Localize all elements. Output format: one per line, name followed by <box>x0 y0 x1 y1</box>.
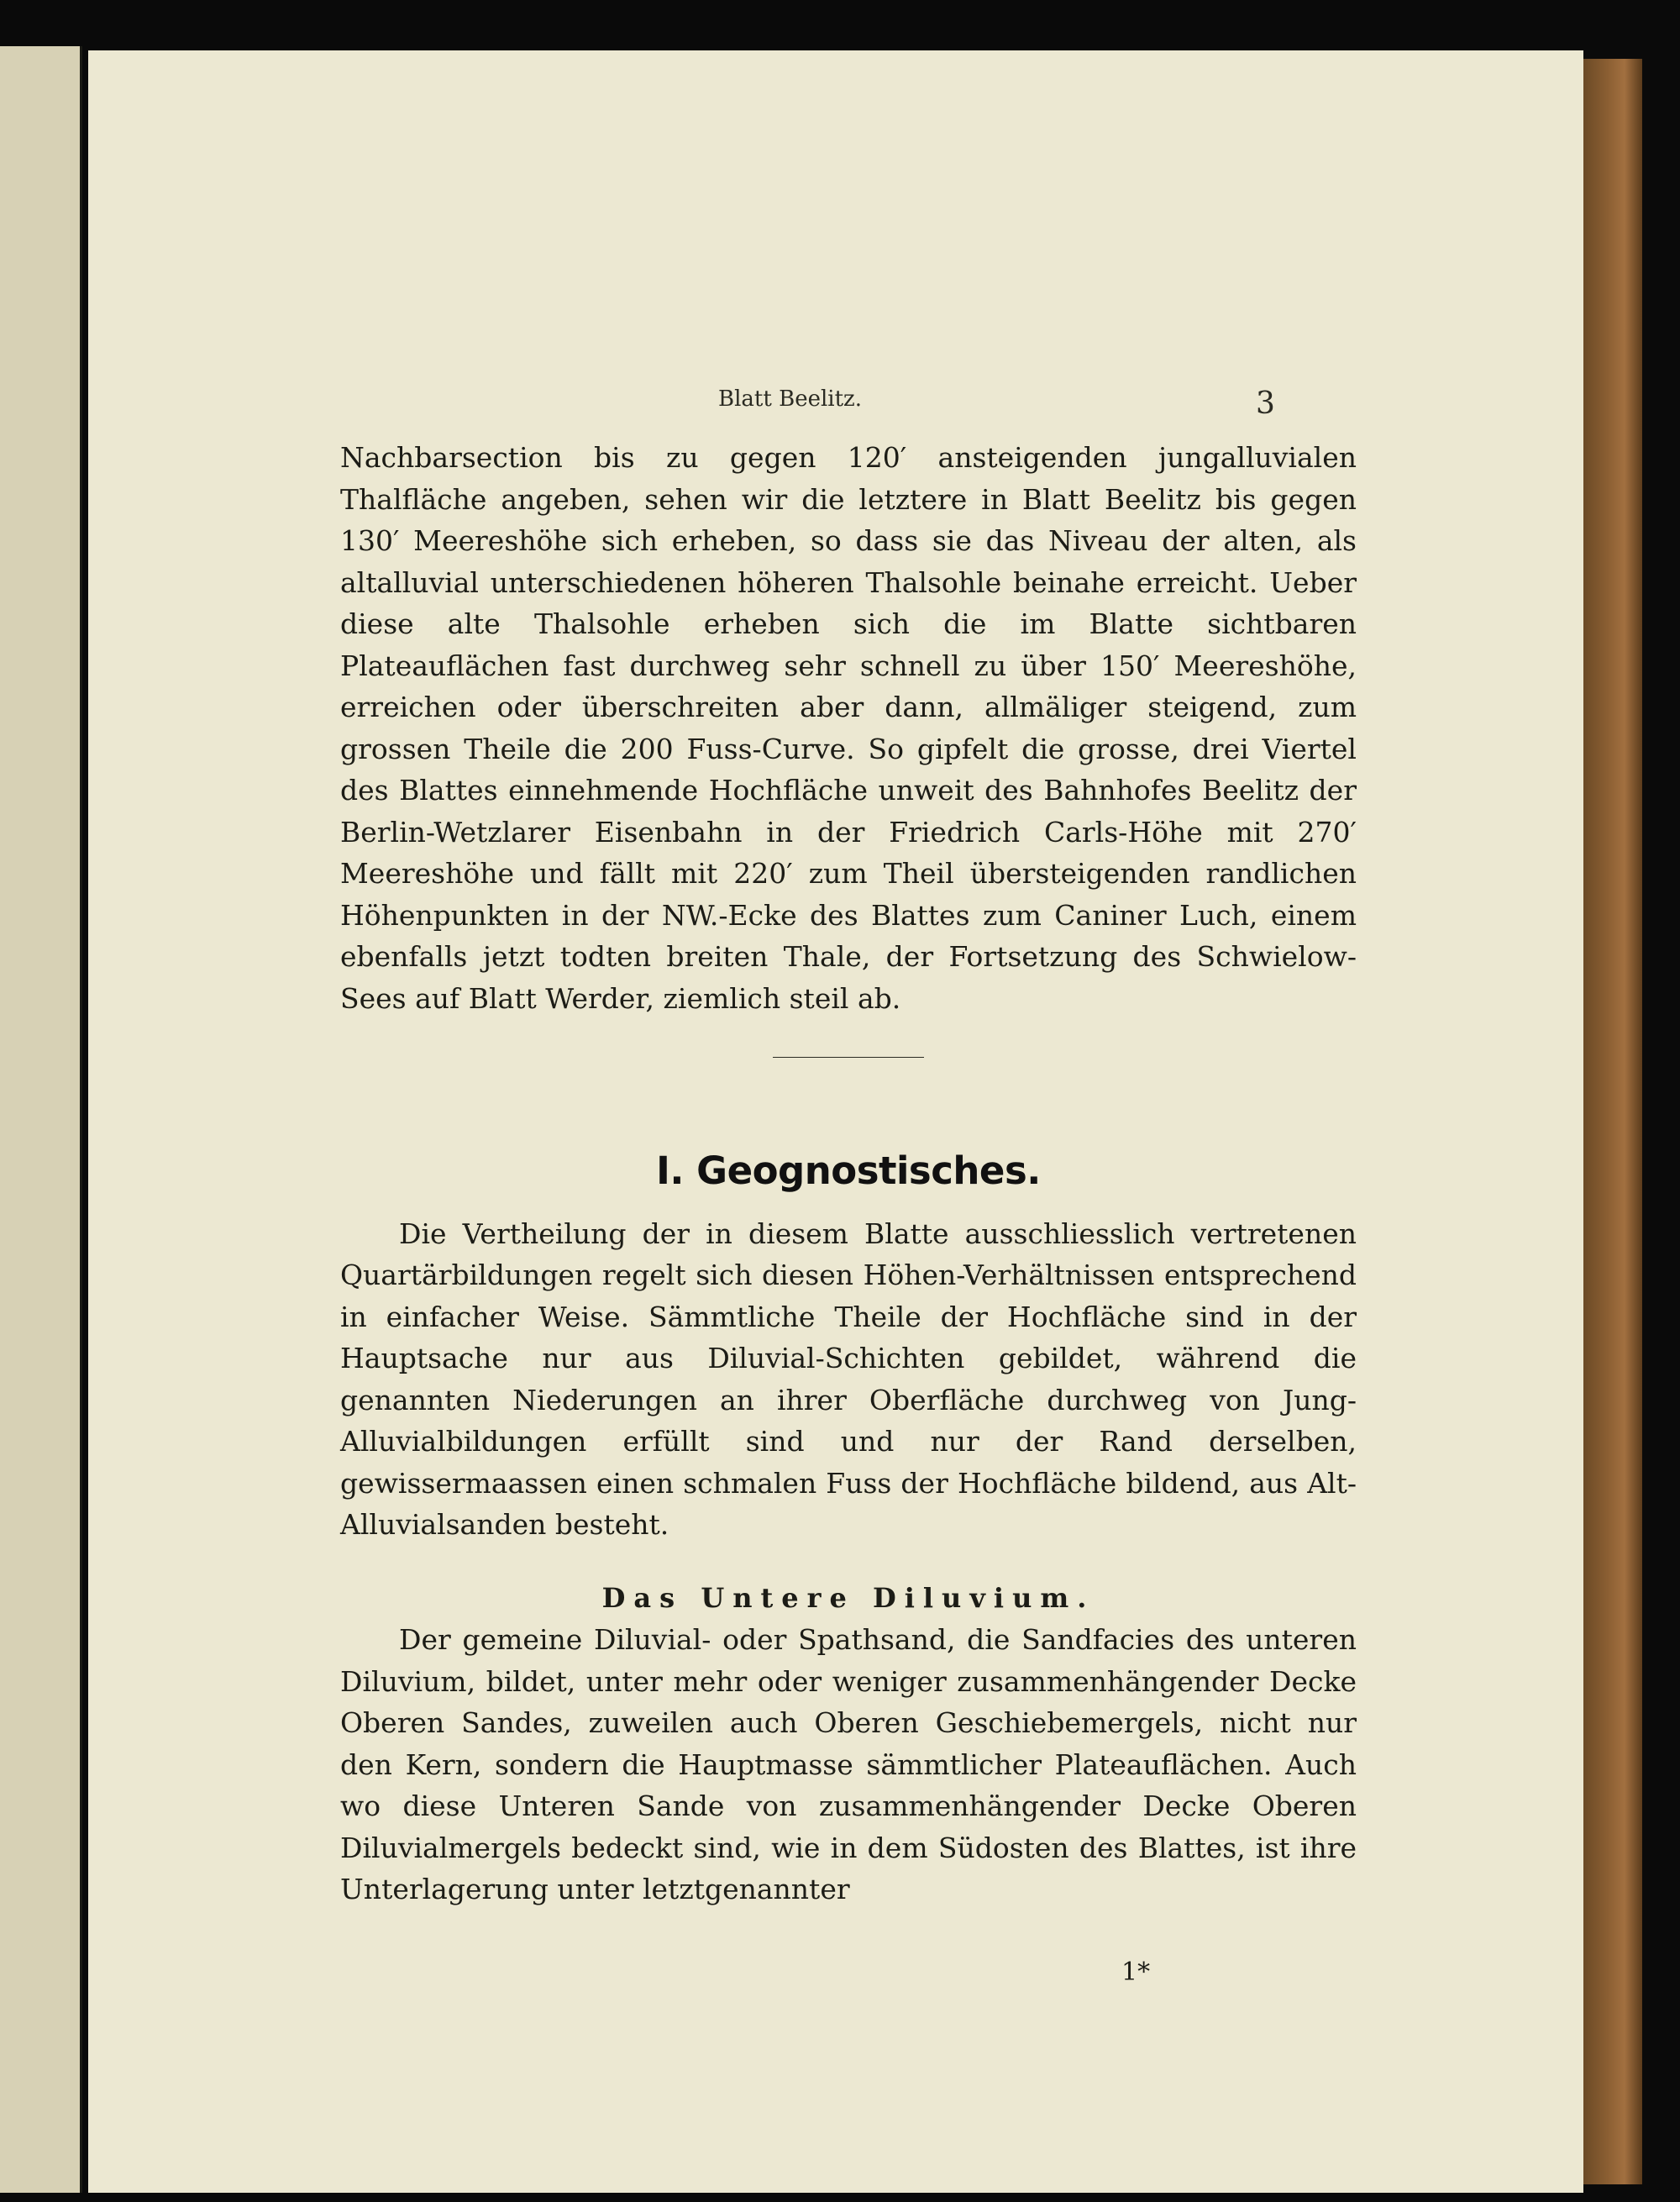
divider-rule <box>773 1057 924 1058</box>
page-number: 3 <box>1256 386 1275 421</box>
paragraph-geognostisches: Die Vertheilung der in diesem Blatte ausschliesslich vertretenen Quartärbildungen regelt sich diesen Höhen-Verhältnissen entsprechend in einfacher Weise. Sämmtliche Theile der Hochfläche sind in der Hauptsache nur aus Diluvial-Schichten gebildet, während die genannten Niederungen an ihrer Oberfläche durchweg von Jung-Alluvialbildungen erfüllt sind und nur der Rand derselben, gewissermaassen einen schmalen Fuss der Hochfläche bildend, aus Alt-Alluvialsanden besteht. <box>340 1217 1357 1541</box>
subsection-heading: Das Untere Diluvium. <box>601 1581 1095 1614</box>
paragraph-intro: Nachbarsection bis zu gegen 120′ ansteigenden jungalluvialen Thalfläche angeben, sehen wir die letztere in Blatt Beelitz bis gegen 130′ Meereshöhe sich erheben, so dass sie das Niveau der alten, als altalluvial unterschiedenen höheren Thalsohle beinahe erreicht. Ueber diese alte Thalsohle erheben sich die im Blatte sichtbaren Plateauflächen fast durchweg sehr schnell zu über 150′ Meereshöhe, erreichen oder überschreiten aber dann, allmäliger steigend, zum grossen Theile die 200 Fuss-Curve. So gipfelt die grosse, drei Viertel des Blattes einnehmende Hochfläche unweit des Bahnhofes Beelitz der Berlin-Wetzlarer Eisenbahn in der Friedrich Carls-Höhe mit 270′ Meereshöhe und fällt mit 220′ zum Theil übersteigenden randlichen Höhenpunkten in der NW.-Ecke des Blattes zum Caniner Luch, einem ebenfalls jetzt todten breiten Thale, der Fortsetzung des Schwielow-Sees auf Blatt Werder, ziemlich steil ab. <box>340 441 1357 1015</box>
book-page <box>88 50 1583 2193</box>
page-body <box>340 437 1357 1910</box>
book-edge <box>1583 59 1642 2184</box>
section-heading: I. Geognostisches. <box>656 1148 1041 1193</box>
facing-page-edge <box>0 46 82 2193</box>
running-title: Blatt Beelitz. <box>718 386 863 412</box>
paragraph-diluvium: Der gemeine Diluvial- oder Spathsand, die Sandfacies des unteren Diluvium, bildet, unter mehr oder weniger zusammenhängender Decke Oberen Sandes, zuweilen auch Oberen Geschiebemergels, nicht nur den Kern, sondern die Hauptmasse sämmtlicher Plateauflächen. Auch wo diese Unteren Sande von zusammenhängender Decke Oberen Diluvialmergels bedeckt sind, wie in dem Südosten des Blattes, ist ihre Unterlagerung unter letztgenannter <box>340 1623 1357 1905</box>
signature-mark: 1* <box>1121 1958 1151 1987</box>
